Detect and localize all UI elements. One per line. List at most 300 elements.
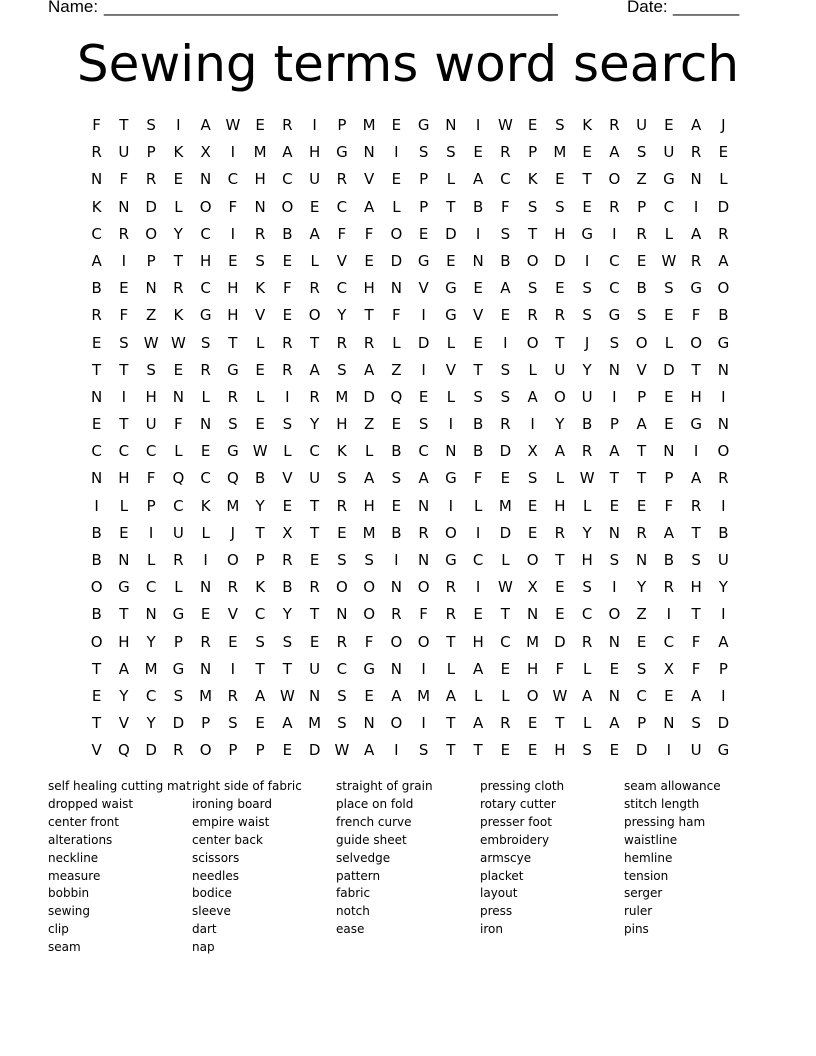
grid-letter[interactable]: A bbox=[282, 143, 293, 162]
grid-letter[interactable]: I bbox=[94, 496, 99, 515]
grid-letter[interactable]: E bbox=[255, 415, 265, 434]
grid-letter[interactable]: W bbox=[143, 333, 159, 352]
grid-letter[interactable]: E bbox=[664, 686, 674, 705]
grid-letter[interactable]: E bbox=[282, 306, 293, 325]
grid-letter[interactable]: B bbox=[282, 224, 293, 243]
grid-letter[interactable]: P bbox=[255, 741, 265, 760]
grid-letter[interactable]: U bbox=[309, 659, 321, 678]
grid-letter[interactable]: S bbox=[664, 279, 674, 298]
grid-letter[interactable]: I bbox=[503, 333, 508, 352]
grid-letter[interactable]: O bbox=[226, 551, 239, 569]
grid-letter[interactable]: I bbox=[475, 224, 481, 243]
grid-letter[interactable]: S bbox=[636, 306, 647, 325]
grid-letter[interactable]: G bbox=[690, 415, 702, 434]
grid-letter[interactable]: O bbox=[199, 741, 212, 760]
grid-letter[interactable]: P bbox=[146, 143, 156, 162]
grid-letter[interactable]: N bbox=[200, 415, 212, 434]
grid-letter[interactable]: G bbox=[608, 306, 621, 325]
grid-letter[interactable]: S bbox=[555, 116, 565, 134]
grid-letter[interactable]: G bbox=[417, 116, 430, 134]
grid-letter[interactable]: D bbox=[717, 197, 730, 216]
grid-letter[interactable]: L bbox=[501, 686, 510, 705]
grid-letter[interactable]: S bbox=[337, 686, 347, 705]
grid-letter[interactable]: I bbox=[448, 415, 454, 434]
grid-letter[interactable]: V bbox=[282, 469, 293, 488]
grid-letter[interactable]: F bbox=[691, 306, 701, 325]
grid-letter[interactable]: H bbox=[472, 632, 484, 651]
grid-letter[interactable]: Y bbox=[337, 306, 347, 325]
grid-letter[interactable]: L bbox=[392, 333, 401, 352]
grid-letter[interactable]: X bbox=[663, 659, 675, 678]
grid-letter[interactable]: R bbox=[418, 523, 429, 542]
grid-letter[interactable]: C bbox=[254, 605, 266, 624]
grid-letter[interactable]: N bbox=[254, 197, 266, 216]
grid-letter[interactable]: B bbox=[391, 442, 402, 461]
grid-letter[interactable]: I bbox=[121, 387, 127, 406]
grid-letter[interactable]: O bbox=[390, 224, 403, 243]
grid-letter[interactable]: N bbox=[690, 170, 702, 189]
grid-letter[interactable]: P bbox=[337, 116, 347, 134]
grid-letter[interactable]: S bbox=[527, 469, 538, 488]
grid-letter[interactable]: G bbox=[172, 605, 185, 624]
grid-letter[interactable]: Q bbox=[117, 741, 130, 760]
grid-letter[interactable]: B bbox=[472, 442, 484, 461]
grid-letter[interactable]: R bbox=[309, 578, 320, 597]
grid-letter[interactable]: B bbox=[500, 251, 511, 270]
grid-letter[interactable]: T bbox=[528, 224, 538, 243]
grid-letter[interactable]: O bbox=[608, 605, 621, 624]
grid-letter[interactable]: H bbox=[690, 387, 702, 406]
grid-letter[interactable]: N bbox=[445, 442, 457, 461]
grid-letter[interactable]: D bbox=[363, 387, 375, 406]
grid-letter[interactable]: L bbox=[310, 251, 319, 270]
grid-letter[interactable]: Y bbox=[173, 224, 183, 243]
grid-letter[interactable]: G bbox=[417, 251, 430, 270]
grid-letter[interactable]: O bbox=[281, 197, 294, 216]
grid-letter[interactable]: E bbox=[228, 632, 238, 651]
grid-letter[interactable]: H bbox=[363, 279, 375, 298]
grid-letter[interactable]: S bbox=[337, 714, 347, 733]
grid-letter[interactable]: T bbox=[255, 523, 265, 542]
grid-letter[interactable]: S bbox=[255, 251, 265, 270]
grid-letter[interactable]: Y bbox=[582, 360, 592, 379]
grid-letter[interactable]: R bbox=[91, 143, 102, 162]
grid-letter[interactable]: A bbox=[718, 251, 729, 270]
grid-letter[interactable]: L bbox=[364, 442, 374, 461]
grid-letter[interactable]: W bbox=[170, 333, 186, 352]
grid-letter[interactable]: I bbox=[121, 251, 127, 270]
grid-letter[interactable]: M bbox=[144, 659, 158, 678]
grid-letter[interactable]: K bbox=[173, 306, 184, 325]
grid-letter[interactable]: B bbox=[391, 523, 402, 542]
grid-letter[interactable]: R bbox=[91, 306, 102, 325]
grid-letter[interactable]: N bbox=[145, 605, 157, 624]
grid-letter[interactable]: P bbox=[173, 632, 183, 651]
grid-letter[interactable]: P bbox=[637, 714, 647, 733]
grid-letter[interactable]: C bbox=[145, 442, 157, 461]
grid-letter[interactable]: T bbox=[310, 523, 320, 542]
grid-letter[interactable]: C bbox=[581, 605, 593, 624]
grid-letter[interactable]: I bbox=[394, 741, 399, 760]
grid-letter[interactable]: H bbox=[690, 578, 702, 597]
grid-letter[interactable]: R bbox=[282, 360, 293, 379]
grid-letter[interactable]: E bbox=[446, 251, 456, 270]
grid-letter[interactable]: R bbox=[690, 143, 702, 162]
grid-letter[interactable]: E bbox=[91, 415, 102, 434]
grid-letter[interactable]: A bbox=[445, 686, 456, 705]
grid-letter[interactable]: E bbox=[582, 143, 592, 162]
grid-letter[interactable]: R bbox=[690, 496, 702, 515]
grid-letter[interactable]: R bbox=[609, 197, 620, 216]
grid-letter[interactable]: P bbox=[528, 143, 538, 162]
grid-letter[interactable]: S bbox=[500, 387, 511, 406]
grid-letter[interactable]: I bbox=[448, 496, 454, 515]
grid-letter[interactable]: T bbox=[119, 415, 129, 434]
grid-letter[interactable]: M bbox=[335, 387, 349, 406]
grid-letter[interactable]: S bbox=[473, 387, 483, 406]
grid-letter[interactable]: M bbox=[526, 632, 540, 651]
grid-letter[interactable]: A bbox=[472, 659, 484, 678]
grid-letter[interactable]: N bbox=[145, 279, 157, 298]
grid-letter[interactable]: I bbox=[666, 605, 672, 624]
grid-letter[interactable]: G bbox=[581, 224, 593, 243]
grid-letter[interactable]: I bbox=[612, 578, 617, 597]
grid-letter[interactable]: D bbox=[145, 197, 157, 216]
grid-letter[interactable]: R bbox=[336, 496, 348, 515]
grid-letter[interactable]: O bbox=[90, 578, 103, 597]
grid-letter[interactable]: E bbox=[364, 251, 374, 270]
grid-letter[interactable]: N bbox=[636, 551, 648, 569]
grid-letter[interactable]: R bbox=[282, 333, 293, 352]
grid-letter[interactable]: T bbox=[119, 605, 129, 624]
grid-letter[interactable]: C bbox=[663, 197, 675, 216]
grid-letter[interactable]: S bbox=[582, 741, 592, 760]
grid-letter[interactable]: D bbox=[663, 360, 675, 379]
grid-letter[interactable]: T bbox=[310, 496, 320, 515]
grid-letter[interactable]: T bbox=[500, 605, 510, 624]
grid-letter[interactable]: D bbox=[417, 333, 430, 352]
grid-letter[interactable]: N bbox=[608, 360, 620, 379]
grid-letter[interactable]: D bbox=[554, 632, 566, 651]
grid-letter[interactable]: I bbox=[530, 415, 535, 434]
grid-letter[interactable]: R bbox=[336, 170, 348, 189]
grid-letter[interactable]: E bbox=[282, 741, 293, 760]
grid-letter[interactable]: T bbox=[555, 551, 565, 569]
grid-letter[interactable]: O bbox=[553, 387, 566, 406]
grid-letter[interactable]: P bbox=[146, 251, 156, 270]
grid-letter[interactable]: T bbox=[446, 714, 456, 733]
grid-letter[interactable]: D bbox=[390, 251, 403, 270]
grid-letter[interactable]: S bbox=[582, 279, 592, 298]
grid-letter[interactable]: H bbox=[526, 659, 539, 678]
grid-letter[interactable]: T bbox=[691, 523, 701, 542]
grid-letter[interactable]: L bbox=[446, 659, 456, 678]
grid-letter[interactable]: R bbox=[363, 333, 375, 352]
grid-letter[interactable]: S bbox=[173, 686, 184, 705]
grid-letter[interactable]: C bbox=[145, 686, 157, 705]
grid-letter[interactable]: A bbox=[581, 686, 593, 705]
grid-letter[interactable]: N bbox=[608, 523, 620, 542]
grid-letter[interactable]: O bbox=[363, 578, 376, 597]
grid-letter[interactable]: U bbox=[145, 415, 157, 434]
grid-letter[interactable]: N bbox=[91, 387, 103, 406]
grid-letter[interactable]: M bbox=[308, 714, 322, 733]
grid-letter[interactable]: S bbox=[418, 143, 429, 162]
grid-letter[interactable]: F bbox=[691, 659, 701, 678]
grid-letter[interactable]: B bbox=[581, 415, 593, 434]
grid-letter[interactable]: E bbox=[255, 116, 265, 134]
grid-letter[interactable]: T bbox=[446, 197, 456, 216]
grid-letter[interactable]: M bbox=[226, 496, 240, 515]
grid-letter[interactable]: A bbox=[554, 442, 565, 461]
grid-letter[interactable]: I bbox=[693, 442, 699, 461]
grid-letter[interactable]: T bbox=[582, 170, 592, 189]
grid-letter[interactable]: N bbox=[91, 170, 103, 189]
grid-letter[interactable]: W bbox=[497, 116, 513, 134]
grid-letter[interactable]: O bbox=[526, 333, 539, 352]
grid-letter[interactable]: S bbox=[255, 632, 265, 651]
grid-letter[interactable]: E bbox=[391, 496, 402, 515]
grid-letter[interactable]: I bbox=[394, 143, 399, 162]
grid-letter[interactable]: B bbox=[91, 523, 102, 542]
grid-letter[interactable]: I bbox=[421, 360, 426, 379]
grid-letter[interactable]: L bbox=[174, 197, 183, 216]
grid-letter[interactable]: T bbox=[173, 251, 183, 270]
grid-letter[interactable]: O bbox=[145, 224, 158, 243]
grid-letter[interactable]: G bbox=[363, 659, 375, 678]
grid-letter[interactable]: A bbox=[609, 714, 620, 733]
grid-letter[interactable]: K bbox=[173, 143, 184, 162]
grid-letter[interactable]: N bbox=[663, 442, 675, 461]
grid-letter[interactable]: S bbox=[636, 659, 647, 678]
grid-letter[interactable]: L bbox=[664, 224, 674, 243]
grid-letter[interactable]: G bbox=[336, 143, 348, 162]
grid-letter[interactable]: S bbox=[228, 714, 238, 733]
grid-letter[interactable]: T bbox=[119, 360, 129, 379]
grid-letter[interactable]: T bbox=[473, 360, 483, 379]
grid-letter[interactable]: R bbox=[227, 387, 239, 406]
grid-letter[interactable]: O bbox=[526, 551, 539, 569]
grid-letter[interactable]: E bbox=[609, 741, 620, 760]
grid-letter[interactable]: E bbox=[418, 387, 429, 406]
grid-letter[interactable]: R bbox=[636, 224, 647, 243]
grid-letter[interactable]: E bbox=[718, 143, 729, 162]
grid-letter[interactable]: R bbox=[581, 632, 593, 651]
grid-letter[interactable]: C bbox=[200, 279, 211, 298]
grid-letter[interactable]: P bbox=[609, 415, 619, 434]
grid-letter[interactable]: W bbox=[661, 251, 677, 270]
grid-letter[interactable]: C bbox=[200, 469, 211, 488]
grid-letter[interactable]: E bbox=[664, 116, 674, 134]
grid-letter[interactable]: A bbox=[282, 714, 293, 733]
grid-letter[interactable]: R bbox=[227, 686, 239, 705]
grid-letter[interactable]: N bbox=[717, 360, 729, 379]
grid-letter[interactable]: E bbox=[391, 170, 402, 189]
grid-letter[interactable]: F bbox=[174, 415, 183, 434]
grid-letter[interactable]: R bbox=[309, 387, 320, 406]
grid-letter[interactable]: L bbox=[501, 551, 510, 569]
grid-letter[interactable]: K bbox=[91, 197, 102, 216]
grid-letter[interactable]: U bbox=[309, 469, 321, 488]
grid-letter[interactable]: F bbox=[419, 605, 428, 624]
grid-letter[interactable]: D bbox=[445, 224, 457, 243]
grid-letter[interactable]: L bbox=[119, 496, 129, 515]
grid-letter[interactable]: S bbox=[527, 197, 538, 216]
grid-letter[interactable]: A bbox=[690, 224, 702, 243]
grid-letter[interactable]: R bbox=[663, 578, 675, 597]
grid-letter[interactable]: N bbox=[363, 714, 375, 733]
grid-letter[interactable]: N bbox=[172, 387, 184, 406]
grid-letter[interactable]: C bbox=[309, 442, 320, 461]
grid-letter[interactable]: O bbox=[308, 306, 321, 325]
grid-letter[interactable]: O bbox=[717, 279, 730, 298]
grid-letter[interactable]: E bbox=[91, 686, 102, 705]
grid-letter[interactable]: T bbox=[228, 333, 238, 352]
grid-letter[interactable]: C bbox=[91, 442, 102, 461]
grid-letter[interactable]: E bbox=[500, 741, 511, 760]
grid-letter[interactable]: E bbox=[228, 251, 238, 270]
grid-letter[interactable]: M bbox=[362, 116, 376, 134]
grid-letter[interactable]: C bbox=[500, 632, 511, 651]
grid-letter[interactable]: B bbox=[472, 415, 484, 434]
grid-letter[interactable]: N bbox=[363, 143, 375, 162]
grid-letter[interactable]: U bbox=[581, 387, 593, 406]
grid-letter[interactable]: N bbox=[608, 632, 620, 651]
grid-letter[interactable]: I bbox=[721, 605, 726, 624]
grid-letter[interactable]: C bbox=[636, 686, 647, 705]
grid-letter[interactable]: C bbox=[500, 170, 511, 189]
grid-letter[interactable]: E bbox=[527, 741, 538, 760]
grid-letter[interactable]: P bbox=[718, 659, 728, 678]
grid-letter[interactable]: J bbox=[721, 116, 726, 134]
grid-letter[interactable]: E bbox=[555, 170, 565, 189]
grid-letter[interactable]: G bbox=[118, 578, 130, 597]
grid-letter[interactable]: R bbox=[173, 551, 184, 569]
grid-letter[interactable]: L bbox=[255, 333, 265, 352]
grid-letter[interactable]: I bbox=[421, 659, 426, 678]
grid-letter[interactable]: N bbox=[390, 279, 402, 298]
grid-letter[interactable]: F bbox=[473, 469, 483, 488]
grid-letter[interactable]: I bbox=[421, 306, 426, 325]
grid-letter[interactable]: E bbox=[91, 333, 102, 352]
grid-letter[interactable]: E bbox=[282, 496, 293, 515]
grid-letter[interactable]: S bbox=[636, 143, 647, 162]
grid-letter[interactable]: S bbox=[282, 632, 293, 651]
grid-letter[interactable]: E bbox=[255, 714, 265, 733]
grid-letter[interactable]: C bbox=[145, 578, 157, 597]
grid-letter[interactable]: M bbox=[498, 496, 512, 515]
grid-letter[interactable]: G bbox=[717, 333, 730, 352]
grid-letter[interactable]: E bbox=[664, 387, 674, 406]
grid-letter[interactable]: E bbox=[555, 578, 565, 597]
grid-letter[interactable]: Y bbox=[555, 415, 565, 434]
grid-letter[interactable]: D bbox=[172, 714, 185, 733]
grid-letter[interactable]: I bbox=[693, 197, 699, 216]
grid-letter[interactable]: G bbox=[445, 551, 457, 569]
grid-letter[interactable]: E bbox=[173, 360, 184, 379]
grid-letter[interactable]: V bbox=[636, 360, 647, 379]
grid-letter[interactable]: H bbox=[199, 251, 212, 270]
grid-letter[interactable]: R bbox=[173, 741, 184, 760]
grid-letter[interactable]: T bbox=[92, 714, 102, 733]
grid-letter[interactable]: L bbox=[473, 686, 483, 705]
grid-letter[interactable]: S bbox=[582, 306, 592, 325]
grid-letter[interactable]: Q bbox=[390, 387, 403, 406]
grid-letter[interactable]: V bbox=[91, 741, 102, 760]
grid-letter[interactable]: V bbox=[472, 306, 484, 325]
grid-letter[interactable]: H bbox=[581, 551, 593, 569]
grid-letter[interactable]: Q bbox=[226, 469, 239, 488]
grid-letter[interactable]: S bbox=[337, 469, 347, 488]
grid-letter[interactable]: K bbox=[582, 116, 593, 134]
grid-letter[interactable]: I bbox=[230, 143, 236, 162]
grid-letter[interactable]: R bbox=[309, 279, 320, 298]
grid-letter[interactable]: L bbox=[582, 659, 592, 678]
grid-letter[interactable]: Y bbox=[255, 496, 265, 515]
grid-letter[interactable]: A bbox=[118, 659, 129, 678]
grid-letter[interactable]: T bbox=[473, 741, 483, 760]
grid-letter[interactable]: Y bbox=[119, 686, 129, 705]
grid-letter[interactable]: N bbox=[118, 197, 130, 216]
grid-letter[interactable]: F bbox=[364, 632, 374, 651]
grid-letter[interactable]: E bbox=[527, 523, 538, 542]
grid-letter[interactable]: R bbox=[200, 360, 211, 379]
grid-letter[interactable]: F bbox=[337, 224, 347, 243]
grid-letter[interactable]: O bbox=[417, 632, 430, 651]
grid-letter[interactable]: I bbox=[721, 686, 726, 705]
grid-letter[interactable]: K bbox=[336, 442, 347, 461]
grid-letter[interactable]: O bbox=[444, 523, 457, 542]
grid-letter[interactable]: R bbox=[336, 632, 348, 651]
grid-letter[interactable]: D bbox=[635, 741, 648, 760]
grid-letter[interactable]: C bbox=[173, 496, 184, 515]
grid-letter[interactable]: R bbox=[445, 605, 457, 624]
grid-letter[interactable]: T bbox=[364, 306, 374, 325]
grid-letter[interactable]: E bbox=[527, 496, 538, 515]
grid-letter[interactable]: P bbox=[419, 197, 429, 216]
grid-letter[interactable]: R bbox=[690, 251, 702, 270]
grid-letter[interactable]: O bbox=[526, 686, 539, 705]
grid-letter[interactable]: F bbox=[146, 469, 156, 488]
grid-letter[interactable]: H bbox=[554, 741, 566, 760]
grid-letter[interactable]: Y bbox=[282, 605, 292, 624]
grid-letter[interactable]: H bbox=[308, 143, 321, 162]
grid-letter[interactable]: E bbox=[582, 197, 592, 216]
grid-letter[interactable]: E bbox=[664, 415, 674, 434]
grid-letter[interactable]: L bbox=[255, 387, 265, 406]
grid-letter[interactable]: B bbox=[663, 551, 675, 569]
grid-letter[interactable]: A bbox=[309, 224, 320, 243]
grid-letter[interactable]: N bbox=[118, 551, 130, 569]
grid-letter[interactable]: I bbox=[176, 116, 181, 134]
grid-letter[interactable]: A bbox=[254, 686, 266, 705]
grid-letter[interactable]: P bbox=[255, 551, 265, 569]
grid-letter[interactable]: U bbox=[690, 741, 702, 760]
grid-letter[interactable]: S bbox=[337, 551, 347, 569]
grid-letter[interactable]: F bbox=[364, 224, 374, 243]
grid-letter[interactable]: Z bbox=[363, 415, 375, 434]
grid-letter[interactable]: V bbox=[363, 170, 375, 189]
grid-letter[interactable]: B bbox=[91, 551, 102, 569]
grid-letter[interactable]: C bbox=[91, 224, 102, 243]
grid-letter[interactable]: E bbox=[200, 605, 211, 624]
grid-letter[interactable]: F bbox=[691, 632, 701, 651]
grid-letter[interactable]: S bbox=[146, 116, 156, 134]
grid-letter[interactable]: U bbox=[118, 143, 130, 162]
grid-letter[interactable]: E bbox=[609, 496, 620, 515]
grid-letter[interactable]: B bbox=[91, 279, 102, 298]
grid-letter[interactable]: T bbox=[609, 469, 619, 488]
